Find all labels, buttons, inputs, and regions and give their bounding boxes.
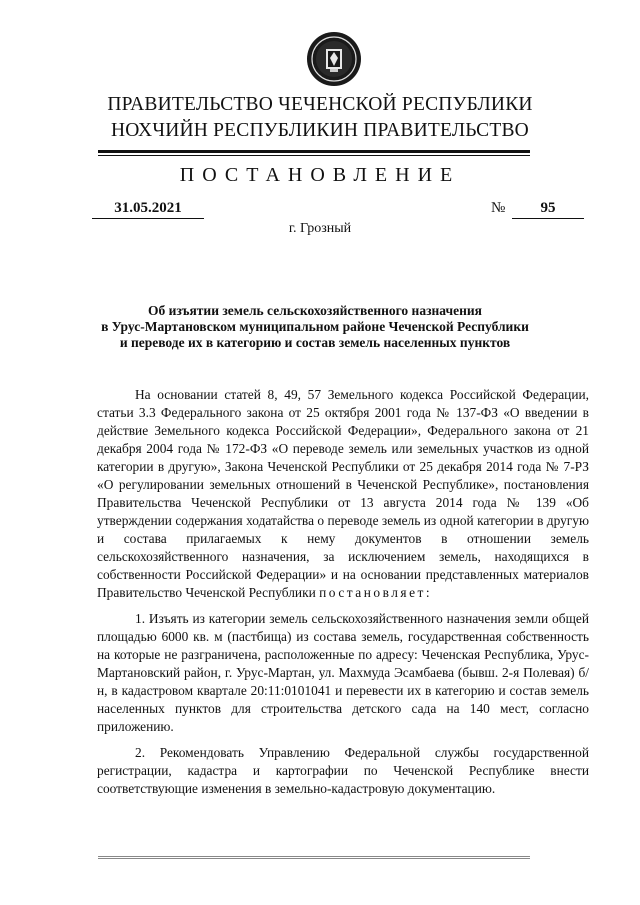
header-divider-thin: [98, 155, 530, 156]
decree-word: постановляет:: [319, 585, 433, 600]
item-1-paragraph: 1. Изъять из категории земель сельскохозяйственного назначения земли общей площадью 6000 кв. м (пастбища) из состава земель, государственная собственность на которые не разграничена, расположенные по адресу: Чеченская Республика, Урус-Мартановский район, г. Урус-Мартан, ул. Махмуда Эсамбаева (бывш. 2-я Полевая) б/н, в кадастровом квартале 20:11:0101041 и перевести их в категорию и состав земель населенных пунктов для строительства детского сада на 140 мест, согласно приложению.: [97, 611, 589, 734]
number-sign: №: [491, 200, 506, 216]
footer-registration-line: [98, 855, 530, 859]
subject-line: и переводе их в категорию и состав земель населенных пунктов: [119, 335, 511, 350]
document-subject: [90, 303, 540, 351]
issue-city: г. Грозный: [288, 221, 352, 236]
document-date: 31.05.2021: [92, 200, 204, 219]
header-divider-thick: [98, 150, 530, 153]
document-type: ПОСТАНОВЛЕНИЕ: [179, 164, 461, 186]
document-body: [97, 386, 589, 798]
subject-line: в Урус-Мартановском муниципальном районе Чеченской Республики: [101, 319, 529, 334]
organization-name-chechen: НОХЧИЙН РЕСПУБЛИКИН ПРАВИТЕЛЬСТВО: [111, 120, 529, 141]
subject-line: Об изъятии земель сельскохозяйственного назначения: [148, 303, 482, 318]
item-2-paragraph: 2. Рекомендовать Управлению Федеральной службы государственной регистрации, кадастра и картографии по Чеченской Республике внести соответствующие изменения в земельно-кадастровую документацию.: [97, 745, 589, 796]
organization-name-russian: ПРАВИТЕЛЬСТВО ЧЕЧЕНСКОЙ РЕСПУБЛИКИ: [107, 94, 533, 115]
preamble-text: На основании статей 8, 49, 57 Земельного кодекса Российской Федерации, статьи 3.3 Федерального закона от 25 октября 2001 года № 137-ФЗ «О введении в действие Земельного кодекса Российской Федерации», Федерального закона от 21 декабря 2004 года № 172-ФЗ «О переводе земель или земельных участков из одной категории в другую», Закона Чеченской Республики от 25 декабря 2014 года № 7-РЗ «О регулировании земельных отношений в Чеченской Республике», постановления Правительства Чеченской Республики от 13 августа 2014 года № 139 «Об утверждении содержания ходатайства о переводе земель из одной категории в другую и состава прилагаемых к нему документов в отношении земель сельскохозяйственного назначения, за исключением земель, находящихся в собственности Российской Федерации» и на основании представленных материалов Правительство Чеченской Республики: [97, 387, 589, 600]
document-number: 95: [512, 200, 584, 219]
coat-of-arms-icon: [306, 31, 362, 87]
preamble-paragraph: [97, 386, 589, 602]
